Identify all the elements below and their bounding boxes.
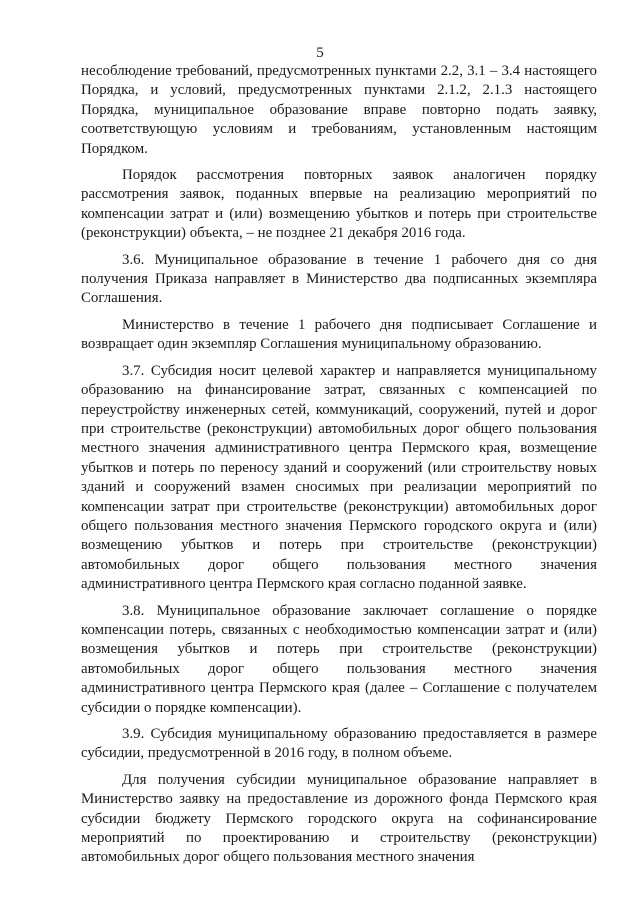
paragraph-3-9: 3.9. Субсидия муниципальному образованию предоставляется в размере субсидии, предусмотренной в 2016 году, в полном объеме.	[81, 726, 597, 762]
paragraph-ministry-signs: Министерство в течение 1 рабочего дня подписывает Соглашение и возвращает один экземпляр Соглашения муниципальному образованию.	[81, 316, 597, 353]
paragraph-3-7: 3.7. Субсидия носит целевой характер и направляется муниципальному образованию на финансирование затрат, связанных с компенсацией по переустройству инженерных сетей, коммуникаций, сооружений, путей и дорог при строительстве (реконструкции) автомобильных дорог общего пользования местного значения административного центра Пермского края, возмещение убытков и потерь по переносу зданий и сооружений (или строительству новых зданий и сооружений взамен сносимых при реализации мероприятий по компенсации затрат при строительстве (реконструкции) автомобильных дорог общего пользования местного значения Пермского городского округа и (или) возмещению убытков и потерь при строительстве (реконструкции) автомобильных дорог общего пользования местного значения административного центра Пермского края согласно поданной заявке.	[81, 362, 597, 593]
paragraph-continuation: несоблюдение требований, предусмотренных пунктами 2.2, 3.1 – 3.4 настоящего Порядка, и условий, предусмотренных пунктами 2.1.2, 2.1.3 настоящего Порядка, муниципальное образование вправе повторно подать заявку, соответствующую условиям и требованиям, установленным настоящим Порядком.	[81, 63, 597, 157]
document-body	[81, 62, 597, 868]
page-number: 5	[316, 45, 324, 61]
paragraph-3-6: 3.6. Муниципальное образование в течение 1 рабочего дня со дня получения Приказа направляет в Министерство два подписанных экземпляра Соглашения.	[81, 251, 597, 307]
paragraph-repeat-applications: Порядок рассмотрения повторных заявок аналогичен порядку рассмотрения заявок, поданных впервые на реализацию мероприятий по компенсации затрат и (или) возмещению убытков и потерь при строительстве (реконструкции) объекта, – не позднее 21 декабря 2016 года.	[81, 167, 597, 242]
paragraph-application: Для получения субсидии муниципальное образование направляет в Министерство заявку на предоставление из дорожного фонда Пермского края субсидии бюджету Пермского городского округа на софинансирование мероприятий по проектированию и строительству (реконструкции) автомобильных дорог общего пользования местного значения	[81, 771, 597, 866]
paragraph-3-8: 3.8. Муниципальное образование заключает соглашение о порядке компенсации потерь, связанных с необходимостью компенсации затрат и (или) возмещения убытков и потерь при строительстве (реконструкции) автомобильных дорог общего пользования местного значения административного центра Пермского края (далее – Соглашение с получателем субсидии о порядке компенсации).	[81, 602, 597, 716]
